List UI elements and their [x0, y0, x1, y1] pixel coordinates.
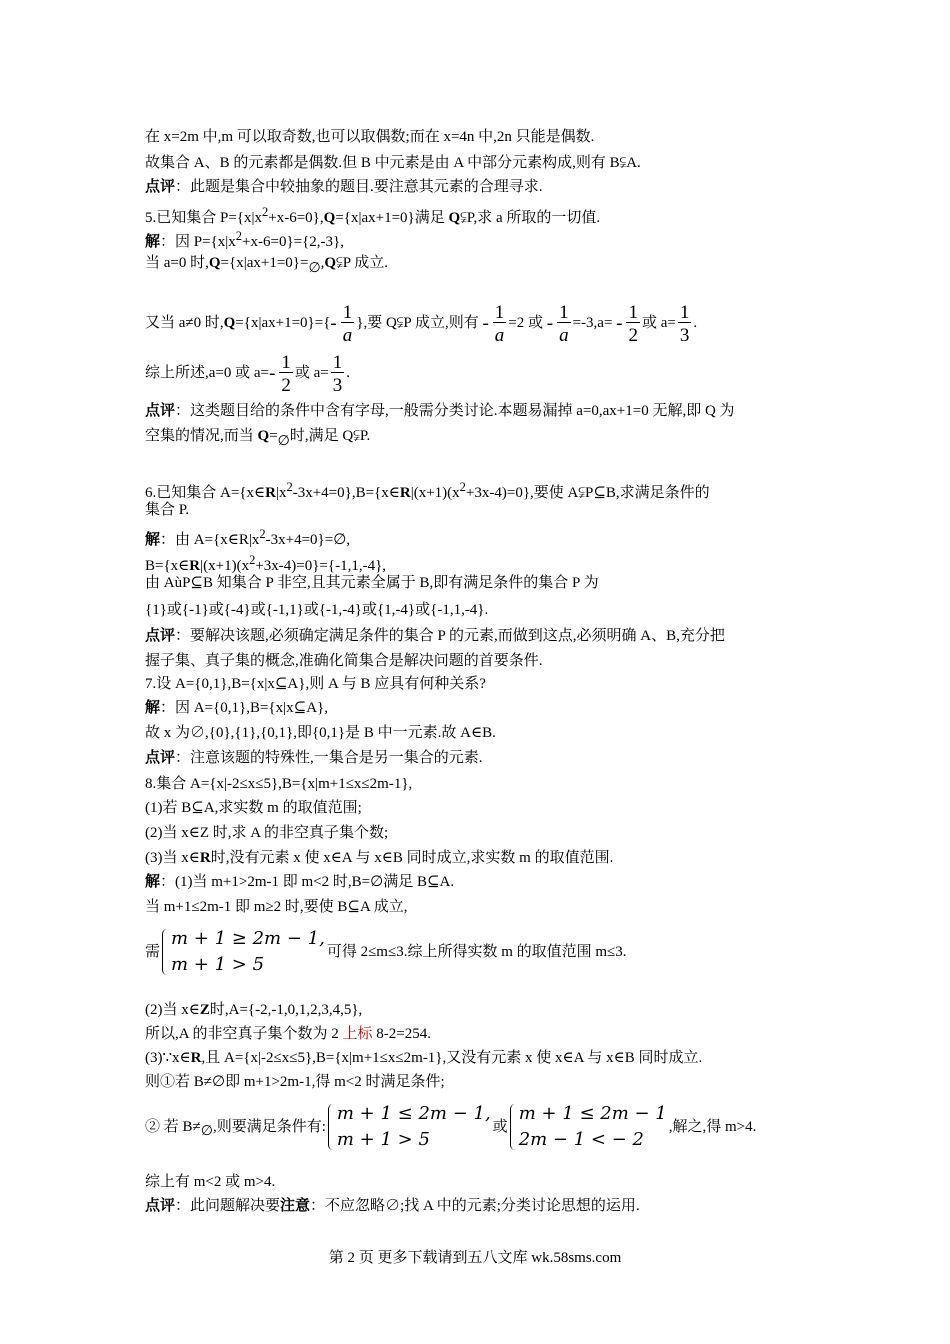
text-line: (3)当 x∈R时,没有元素 x 使 x∈A 与 x∈B 同时成立,求实数 m 的取值范围.	[145, 850, 614, 866]
fraction: $\frac{1}{a}$	[494, 301, 505, 346]
system-line: ② 若 B≠ ∅ ,则要满足条件有: m + 1 ≤ 2m − 1, m + 1 > 5 或 m + 1 ≤ 2m − 1 2m − 1 < − 2 , 解之,得 m>4.	[145, 1103, 757, 1150]
problem-8: 8.集合 A={x|-2≤x≤5},B={x|m+1≤x≤2m-1},	[145, 776, 413, 792]
solution-line: 解：因 $P=\{x|x^2+x-6=0\}=\{2,-3\}$,	[145, 229, 344, 250]
problem-6: 6.已知集合 $A=\{x\in R|x^2-3x+4=0\},B=\{x\in R|(x+1)(x^2+3x-4)=0\}$,要使 A⫋P⊆B,求满足条件的	[145, 480, 710, 501]
text-line: 当 a=0 时,Q={x|ax+1=0}=∅,Q⫋P 成立.	[145, 253, 388, 274]
empty-set-symbol: ∅	[308, 261, 321, 276]
text-line: 所以,A 的非空真子集个数为 2 上标 8-2=254.	[145, 1026, 431, 1042]
fraction: $\frac{1}{a}$	[559, 301, 569, 346]
text-line: 则①若 B≠∅即 m+1>2m-1,得 m<2 时满足条件;	[145, 1074, 445, 1090]
system-line: 需 m + 1 ≥ 2m − 1, m + 1 > 5 可得 2≤m≤3.综上所得实数 m 的取值范围 m≤3.	[145, 928, 627, 975]
text-line: 空集的情况,而当 Q=∅时,满足 Q⫋P.	[145, 428, 371, 449]
text-line: 握子集、真子集的概念,准确化简集合是解决问题的首要条件.	[145, 653, 543, 669]
text-line: 由 AùP⊆B 知集合 P 非空,且其元素全属于 B,即有满足条件的集合 P 为	[145, 575, 599, 591]
comment-line: 点评：这类题目给的条件中含有字母,一般需分类讨论.本题易漏掉 a=0,ax+1=0 无解,即 Q 为	[145, 403, 735, 419]
solution-line: 解：(1)当 m+1>2m-1 即 m<2 时,B=∅满足 B⊆A.	[145, 874, 455, 890]
text-line: 又当 a≠0 时,Q={x|ax+1=0}={- $\frac{1}{a}$ },要 Q⫋P 成立,则有 - $\frac{1}{a}$ =2 或 - $\frac{1}{a}$ =-3,a= - $\frac{1}{2}$ 或 a= $\frac{1}{3}$ .	[145, 301, 698, 346]
text-line: 故 x 为∅,{0},{1},{0,1},即{0,1}是 B 中一元素.故 A∈B.	[145, 725, 496, 741]
text-line: $B=\{x\in R|(x+1)(x^2+3x-4)=0\}=\{-1,1,-4\}$,	[145, 553, 387, 574]
solution-line: 解：因 A={0,1},B={x|x⊆A},	[145, 700, 328, 716]
page-footer: 第 2 页 更多下载请到五八文库 wk.58sms.com	[328, 1250, 622, 1266]
comment-line: 点评：此问题解决要注意：不应忽略∅;找 A 中的元素;分类讨论思想的运用.	[145, 1198, 640, 1214]
text-line: 故集合 A、B 的元素都是偶数.但 B 中元素是由 A 中部分元素构成,则有 B⫋A.	[145, 155, 641, 171]
equation-system: m + 1 ≤ 2m − 1 2m − 1 < − 2	[510, 1104, 667, 1150]
equation-system: m + 1 ≤ 2m − 1, m + 1 > 5	[328, 1104, 491, 1150]
proper-subset-symbol: ⫋	[619, 155, 627, 171]
text-line: (3)∵x∈R,且 A={x|-2≤x≤5},B={x|m+1≤x≤2m-1},又没有元素 x 使 x∈A 与 x∈B 同时成立.	[145, 1050, 703, 1066]
fraction: $\frac{1}{3}$	[679, 301, 690, 346]
problem-5: 5.已知集合 $P=\{x|x^2+x-6=0\},Q=\{x|ax+1=0\}$满足 Q⫋P,求 a 所取的一切值.	[145, 205, 601, 226]
comment-line: 点评：注意该题的特殊性,一集合是另一集合的元素.	[145, 750, 483, 766]
fraction: $\frac{1}{3}$	[332, 351, 343, 396]
text-line: 集合 P.	[145, 502, 190, 518]
fraction: $\frac{1}{a}$	[342, 301, 353, 346]
fraction: $\frac{1}{2}$	[281, 351, 291, 396]
equation-system: m + 1 ≥ 2m − 1, m + 1 > 5	[162, 929, 325, 975]
text-line: (1)若 B⊆A,求实数 m 的取值范围;	[145, 800, 362, 816]
text-line: 在 x=2m 中,m 可以取奇数,也可以取偶数;而在 x=4n 中,2n 只能是偶数.	[145, 129, 595, 145]
text-line: 当 m+1≤2m-1 即 m≥2 时,要使 B⊆A 成立,	[145, 899, 408, 915]
fraction: $\frac{1}{2}$	[628, 301, 638, 346]
text-line: {1}或{-1}或{-4}或{-1,1}或{-1,-4}或{1,-4}或{-1,1,-4}.	[145, 602, 489, 618]
text-line: 综上有 m<2 或 m>4.	[145, 1174, 276, 1190]
comment-line: 点评：要解决该题,必须确定满足条件的集合 P 的元素,而做到这点,必须明确 A、B,充分把	[145, 628, 725, 644]
solution-line: 解：由 $A=\{x\in R|x^2-3x+4=0\}=\emptyset$,	[145, 527, 351, 548]
text-line: (2)当 x∈Z 时,求 A 的非空真子集个数;	[145, 825, 389, 841]
text-line: 综上所述,a=0 或 a=- $\frac{1}{2}$ 或 a= $\frac{1}{3}$ .	[145, 351, 350, 396]
comment-line: 点评：此题是集合中较抽象的题目.要注意其元素的合理寻求.	[145, 179, 543, 195]
text-line: (2)当 x∈Z时,A={-2,-1,0,1,2,3,4,5},	[145, 1002, 363, 1018]
problem-7: 7.设 A={0,1},B={x|x⊆A},则 A 与 B 应具有何种关系?	[145, 676, 486, 692]
